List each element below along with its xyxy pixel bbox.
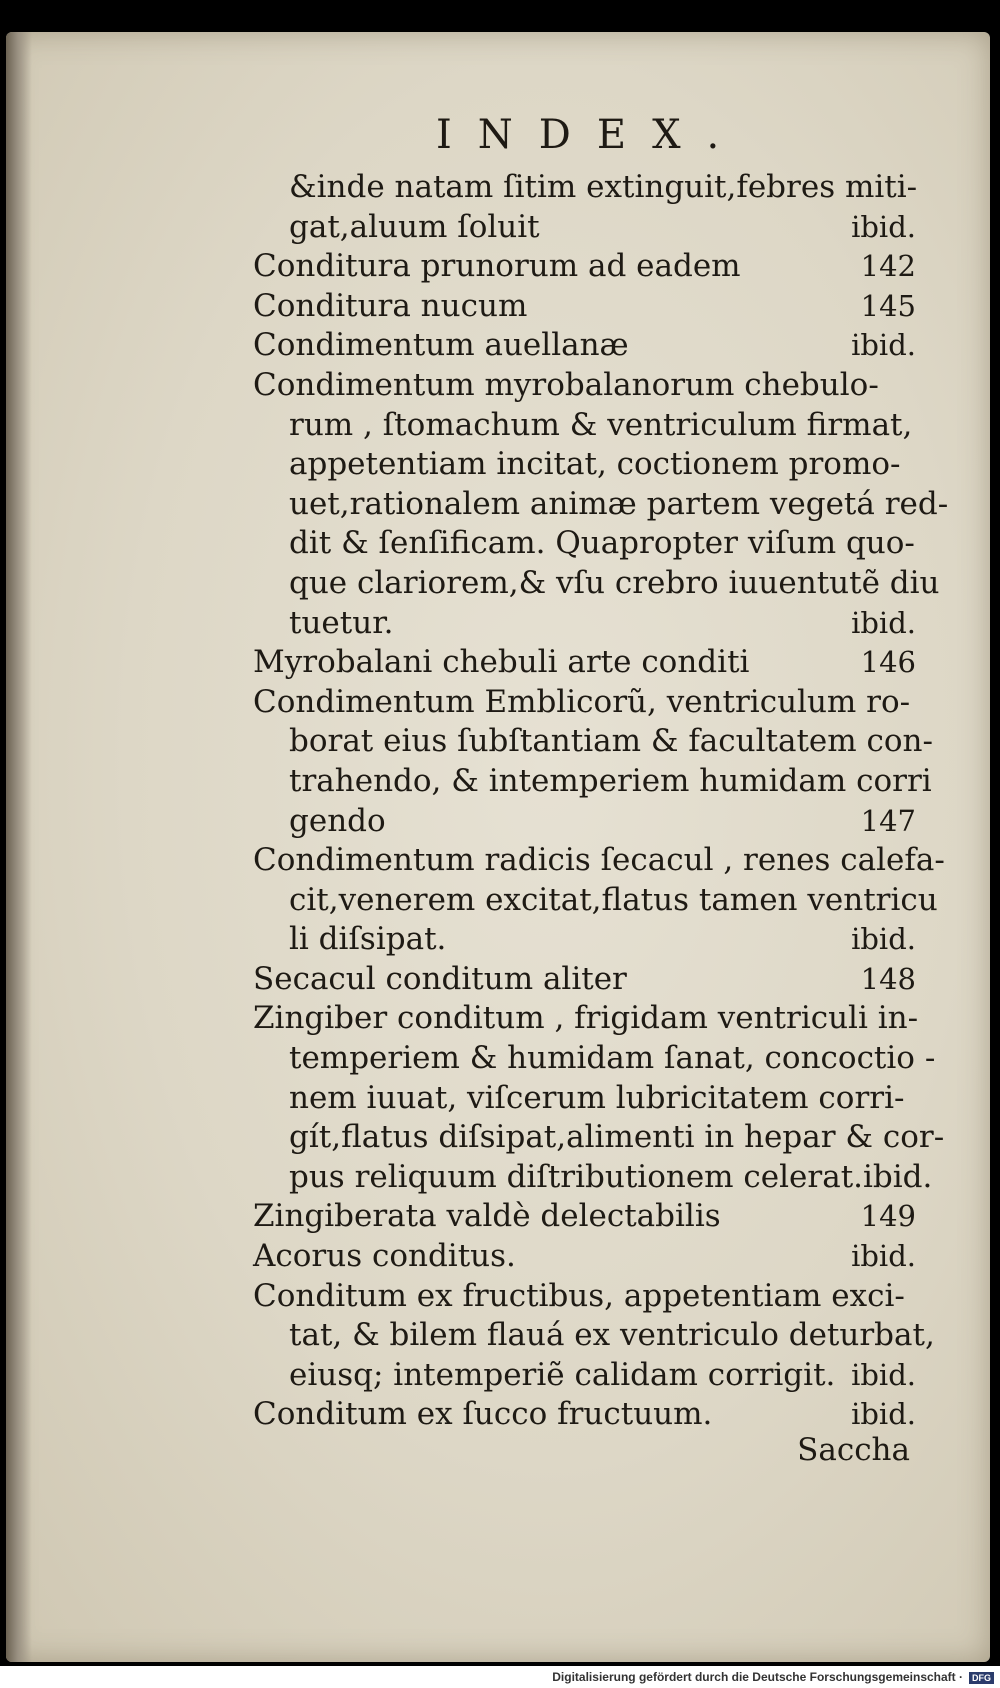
page-header: INDEX.: [436, 112, 746, 158]
index-line: [0, 1277, 1000, 1317]
index-page-ref: ibid.: [851, 1239, 916, 1274]
index-line-text: Condimentum Emblicorũ, ventriculum ro-: [253, 683, 911, 720]
index-page-ref: ibid.: [851, 1397, 916, 1432]
index-line: [0, 247, 1000, 287]
index-line-text: temperiem & humidam ſanat, concoctio -: [289, 1040, 936, 1077]
index-line-text: eiusq; intemperiẽ calidam corrigit.: [289, 1356, 836, 1393]
index-line-text: appetentiam incitat, coctionem promo-: [289, 446, 901, 483]
index-page-ref: 148: [860, 961, 916, 996]
index-line: [0, 1356, 1000, 1396]
index-line-text: Secacul conditum aliter: [253, 960, 627, 997]
index-line: [0, 920, 1000, 960]
index-page-ref: 147: [860, 803, 916, 838]
index-line-text: gít,flatus diſsipat,alimenti in hepar & cor-: [289, 1119, 945, 1156]
index-line-text: rum , ſtomachum & ventriculum firmat,: [289, 406, 913, 443]
dfg-logo: DFG: [969, 1672, 994, 1684]
index-page-ref: 149: [860, 1199, 916, 1234]
index-line: [0, 683, 1000, 723]
index-line: [0, 485, 1000, 525]
index-line: [0, 406, 1000, 446]
index-page-ref: ibid.: [851, 209, 916, 244]
index-page-ref: 145: [860, 288, 916, 323]
index-line: [0, 564, 1000, 604]
index-line: [0, 1118, 1000, 1158]
index-line-text: Condimentum radicis ſecacul , renes calefa-: [253, 842, 945, 879]
index-line-text: Zingiber conditum , frigidam ventriculi in-: [253, 1000, 919, 1037]
index-line: [0, 168, 1000, 208]
index-line-text: nem iuuat, viſcerum lubricitatem corri-: [289, 1079, 905, 1116]
index-line-text: tat, & bilem flauá ex ventriculo deturbat,: [289, 1317, 935, 1354]
index-line: [0, 999, 1000, 1039]
index-page-ref: ibid.: [851, 328, 916, 363]
index-line: [0, 1079, 1000, 1119]
index-page-ref: ibid.: [851, 922, 916, 957]
index-line-text: borat eius ſubſtantiam & facultatem con-: [289, 723, 933, 760]
index-line: [0, 287, 1000, 327]
index-page-ref: 142: [860, 249, 916, 284]
index-line: [0, 326, 1000, 366]
index-line: [0, 604, 1000, 644]
index-line-text: Conditura nucum: [253, 287, 528, 324]
index-line: [0, 841, 1000, 881]
index-line-text: trahendo, & intemperiem humidam corri: [289, 762, 932, 799]
footer-text: Digitalisierung gefördert durch die Deutsche Forschungsgemeinschaft ·: [552, 1670, 963, 1684]
index-line-text: Acorus conditus.: [253, 1238, 516, 1275]
index-entries: [0, 168, 1000, 1435]
index-page-ref: ibid.: [851, 1357, 916, 1392]
index-line: [0, 524, 1000, 564]
digitization-footer: [0, 1666, 1000, 1688]
index-line-text: Conditura prunorum ad eadem: [253, 248, 741, 285]
index-line-text: pus reliquum diſtributionem celerat.ibid.: [289, 1158, 933, 1195]
index-line: [0, 1158, 1000, 1198]
index-line: [0, 1237, 1000, 1277]
index-line-text: que clariorem,& vſu crebro iuuentutẽ diu: [289, 564, 940, 601]
index-line: [0, 762, 1000, 802]
index-line-text: uet,rationalem animæ partem vegetá red-: [289, 485, 949, 522]
index-page-ref: ibid.: [851, 605, 916, 640]
index-page-ref: 146: [860, 645, 916, 680]
index-line-text: Condimentum myrobalanorum chebulo-: [253, 366, 879, 403]
index-line-text: Conditum ex ſucco fructuum.: [253, 1396, 713, 1433]
index-line: [0, 1039, 1000, 1079]
index-line-text: Zingiberata valdè delectabilis: [253, 1198, 721, 1235]
index-line: [0, 881, 1000, 921]
index-line-text: gendo: [289, 802, 386, 839]
index-line: [0, 1316, 1000, 1356]
index-line-text: dit & ſenſificam. Quapropter viſum quo-: [289, 525, 915, 562]
index-line: [0, 960, 1000, 1000]
index-line-text: &inde natam ſitim extinguit,febres miti-: [289, 169, 918, 205]
catchword: Saccha: [797, 1432, 910, 1468]
index-line: [0, 722, 1000, 762]
index-line-text: Conditum ex fructibus, appetentiam exci-: [253, 1277, 905, 1314]
index-line: [0, 366, 1000, 406]
index-line: [0, 445, 1000, 485]
index-line-text: cit,venerem excitat,flatus tamen ventricu: [289, 881, 938, 918]
index-line: [0, 1395, 1000, 1435]
index-line-text: Condimentum auellanæ: [253, 327, 629, 364]
index-line: [0, 802, 1000, 842]
index-line-text: tuetur.: [289, 604, 394, 641]
index-line: [0, 208, 1000, 248]
index-line-text: Myrobalani chebuli arte conditi: [253, 644, 750, 681]
index-line: [0, 1197, 1000, 1237]
index-line: [0, 643, 1000, 683]
index-line-text: gat,aluum ſoluit: [289, 208, 540, 245]
index-line-text: li diſsipat.: [289, 921, 447, 958]
